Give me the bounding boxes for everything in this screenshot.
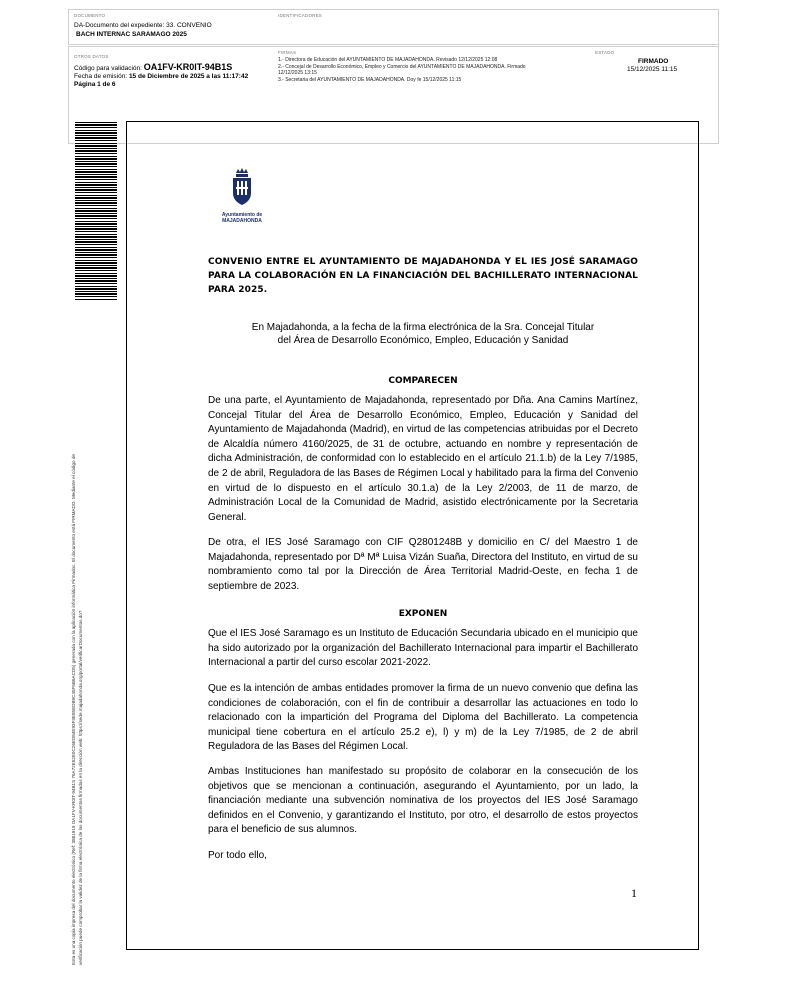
firmas-list	[278, 57, 588, 83]
closing-line: Por todo ello,	[208, 850, 267, 861]
exponen-paragraph-3: Ambas Instituciones han manifestado su propósito de colaborar en la consecución de los objetivos que se mencionan a continuación, asegurando el Ayuntamiento, por un lado, la financiación mediante una subvención nominativa de los proyectos del IES José Saramago definidos en el Convenio, y garantizando el Instituto, por otro, el desarrollo de estos proyectos para el beneficio de sus alumnos.	[208, 766, 638, 836]
identificadores-label: IDENTIFICADORES	[278, 13, 323, 18]
firma-line: 12/12/2025 13:15	[278, 70, 317, 76]
header-document-box	[68, 9, 719, 45]
comparecen-paragraph-1: De una parte, el Ayuntamiento de Majadahonda, representado por Dña. Ana Camins Martínez, Concejal Titular del Área de Desarrollo Económico, Empleo, Educación y Sanidad del Ayuntamiento de Majadahonda (Madrid), en virtud de las competencias atribuidas por el Decreto de Alcaldía número 4160/2025, de 31 de octubre, actuando en nombre y representación de dicha Administración, de conformidad con lo establecido en el artículo 21.1.b) de la Ley 7/1985, de 2 de abril, Reguladora de las Bases de Régimen Local y habilitado para la firma del Convenio en virtud de lo dispuesto en el artículo 30.1.a) de la Ley 2/2003, de 11 de marzo, de Administración Local de la Comunidad de Madrid, asistido electrónicamente por la Secretaria General.	[208, 395, 638, 523]
ayuntamiento-logo	[212, 167, 272, 224]
logo-line1: Ayuntamiento de	[221, 212, 263, 218]
comparecen-heading: COMPARECEN	[388, 376, 458, 386]
estado-date: 15/12/2025 11:15	[627, 66, 678, 73]
documento-line2: BACH INTERNAC SARAMAGO 2025	[76, 31, 187, 38]
intro-paragraph: En Majadahonda, a la fecha de la firma electrónica de la Sra. Concejal Titular del Área de Desarrollo Económico, Empleo, Educación y Sanidad	[251, 322, 595, 346]
document-title: CONVENIO ENTRE EL AYUNTAMIENTO DE MAJADAHONDA Y EL IES JOSÉ SARAMAGO PARA LA COLABORACIÓN EN LA FINANCIACIÓN DEL BACHILLERATO INTERNACIONAL PARA 2025.	[208, 257, 638, 295]
estado-label: ESTADO	[595, 50, 615, 55]
documento-line1: DA-Documento del expediente: 33. CONVENIO	[74, 22, 212, 29]
codigo-validacion: Código para validación: OA1FV-KR0IT-94B1S	[74, 62, 233, 72]
estado-value: FIRMADO	[638, 58, 669, 65]
documento-label: DOCUMENTO	[74, 13, 106, 18]
exponen-paragraph-2: Que es la intención de ambas entidades promover la firma de un nuevo convenio que defina las condiciones de colaboración, con el fin de contribuir a desarrollar las actuaciones en todo lo relacionado con la impartición del Programa del Diploma del Bachillerato. La competencia municipal tiene cobertura en el artículo 25.2 e), l) y m) de la Ley 7/1985, de 2 de abril Reguladora de las Bases del Régimen Local.	[208, 683, 638, 753]
firma-line: 2.- Concejal de Desarrollo Económico, Empleo y Comercio del AYUNTAMIENTO DE MAJADAHONDA. Firmado	[278, 63, 526, 70]
firmas-label: FIRMAS	[278, 50, 297, 55]
otros-datos-label: OTROS DATOS	[74, 54, 109, 59]
firma-line: 3.- Secretaria del AYUNTAMIENTO DE MAJADAHONDA. Doy fe 15/12/2025 11:15	[278, 76, 462, 83]
firma-line: 1.- Directora de Educación del AYUNTAMIENTO DE MAJADAHONDA. Revisado 12/12/2025 12:08	[278, 57, 498, 63]
comparecen-paragraph-2: De otra, el IES José Saramago con CIF Q2801248B y domicilio en C/ del Maestro 1 de Majadahonda, representado por Dª Mª Luisa Vizán Suaña, Directora del Instituto, en virtud de su nombramiento como tal por la Dirección de Área Territorial Madrid-Oeste, en fecha 1 de septiembre de 2023.	[208, 537, 638, 592]
exponen-paragraph-1: Que el IES José Saramago es un Instituto de Educación Secundaria ubicado en el municipio que ha sido autorizado por la organización del Bachillerato Internacional para impartir el Bachillerato Internacional a partir del curso escolar 2021-2022.	[208, 628, 638, 669]
codigo-value[interactable]: OA1FV-KR0IT-94B1S	[143, 62, 233, 72]
page-number: 1	[631, 886, 637, 900]
coat-of-arms-icon	[229, 167, 255, 207]
page-count: Página 1 de 6	[74, 81, 116, 88]
side-verification-note: Esta es una copia impresa del documento electrónico (Ref: 3881919 OA1FV-KR0IT-94B1S 76A72E52E0C26ED84E93F3E85EDB9C45F5B6ACD5) generada con la aplicación informática Firmadoc. El documento está FIRMADO. Mediante el código de verificación puede comprobar la validez de la firma electrónica de los documentos firmados en la dirección web: https://sede.majadahonda.org/portal/verificarDocumentos.do?	[71, 454, 83, 965]
logo-line2: MAJADAHONDA	[222, 218, 262, 224]
barcode-image	[75, 122, 117, 300]
fecha-emision: Fecha de emisión: 15 de Diciembre de 2025 a las 11:17:42	[74, 73, 249, 80]
exponen-heading: EXPONEN	[398, 609, 448, 619]
document-page	[126, 121, 699, 950]
